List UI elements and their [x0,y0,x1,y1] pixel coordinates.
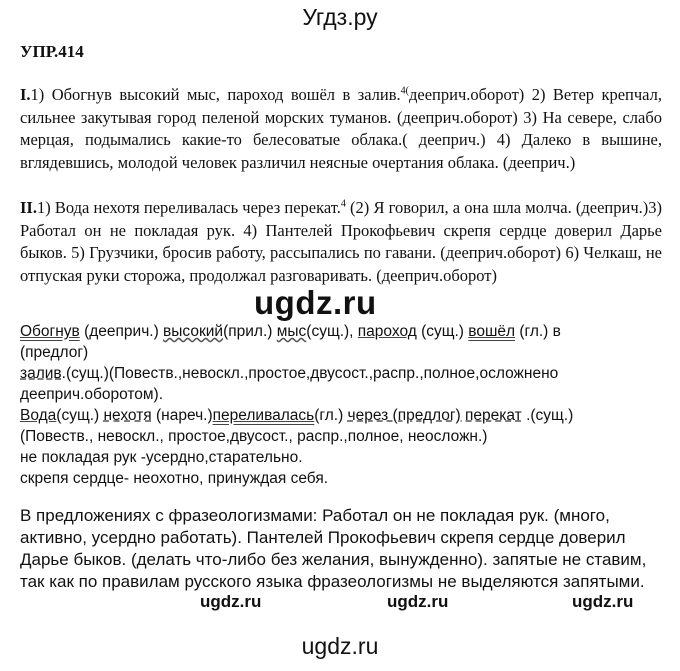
exercise-title: УПР.414 [20,42,84,61]
parse-tag: .(сущ.)(Повеств.,невоскл.,простое,двусост.,распр.,полное,осложнено [61,365,559,382]
parse-word: нехотя [103,407,152,424]
parse-word: мыс [276,323,307,340]
parse-tag: (сущ.) [56,407,104,424]
part-one-text-a: 1) Обогнув высокий мыс, пароход вошёл в залив. [30,85,401,104]
parse-one-line-4: дееприч.оборотом). [20,386,164,403]
watermark-small: ugdz.ru [572,592,634,611]
part-two-footnote: 4 [340,198,346,210]
parse-sentence-two [20,405,670,489]
part-two-text-b: (2) Я говорил, а она шла молча. (дееприч.)3) Работал он не покладая рук. 4) Пантелей Прокофьевич скрепя сердце доверил Дарье быков. 5) Грузчики, бросив работу, рассыпались по гавани. (дееприч.оборот) 6) Челкаш, не отпуская руки сторожа, продолжал разговаривать. (дееприч.оборот) [20,198,662,285]
phraseologism-line-2: скрепя сердце- неохотно, принуждая себя. [20,470,329,487]
part-one-text-b: дееприч.оборот) 2) Ветер крепчал, сильнее закутывая город пеленой морских туманов. (дееприч.оборот) 3) На севере, слабо мерцая, подымались какие-то белесоватые облака.( дееприч.) 4) Далеко в вышине, вглядевшись, молодой человек различил неясные очертания облака. (дееприч.) [20,85,662,172]
phraseologism-line-1: не покладая рук -усердно,старательно. [20,449,303,466]
parse-tag: (гл.) в [515,323,561,340]
parse-tag: (сущ.) [416,323,469,340]
parse-tag: (прил.) [223,323,277,340]
parse-word: переливалась [212,407,315,424]
parse-word: через (предлог) перекат [347,407,522,424]
watermark-small: ugdz.ru [387,592,449,611]
parse-one-line-1 [20,321,670,342]
part-one-number: I. [20,85,31,104]
parse-word: Обогнув [20,323,80,340]
part-two-number: II. [20,198,37,217]
part-one-text [20,84,662,174]
parse-tag: (сущ.), [306,323,358,340]
watermark-large: ugdz.ru [254,284,377,321]
part-one-footnote: 4( [400,85,410,97]
parse-one-line-2: (предлог) [20,344,89,361]
watermark-small: ugdz.ru [200,592,262,611]
parse-tag: (дееприч.) [79,323,164,340]
parse-sentence-one [20,321,670,405]
phraseologism-note: В предложениях с фразеологизмами: Работал он не покладая рук. (много, активно, усердно работать). Пантелей Прокофьевич скрепя сердце доверил Дарье быков. (делать что-либо без желания, вынужденно). запятые не ставим, так как по правилам русского языка фразеологизмы не выделяются запятыми. [20,506,647,591]
parse-tag: (гл.) [314,407,348,424]
watermark-bottom: ugdz.ru [301,633,379,659]
site-title: Угдз.ру [302,4,378,30]
parse-word: пароход [357,323,417,340]
parse-two-line-1 [20,405,670,426]
part-two-text [20,197,662,287]
parse-word: Вода [20,407,57,424]
parse-word: вошёл [468,323,516,340]
parse-word: залив [20,365,62,382]
parse-tag: .(сущ.) [521,407,574,424]
parse-two-line-2: (Повеств., невоскл., простое,двусост., распр.,полное, неосложн.) [20,428,488,445]
parse-word: высокий [163,323,224,340]
parse-one-line-3 [20,363,670,384]
parse-tag: (нареч.) [151,407,213,424]
part-two-text-a: 1) Вода нехотя переливалась через перекат. [36,198,341,217]
